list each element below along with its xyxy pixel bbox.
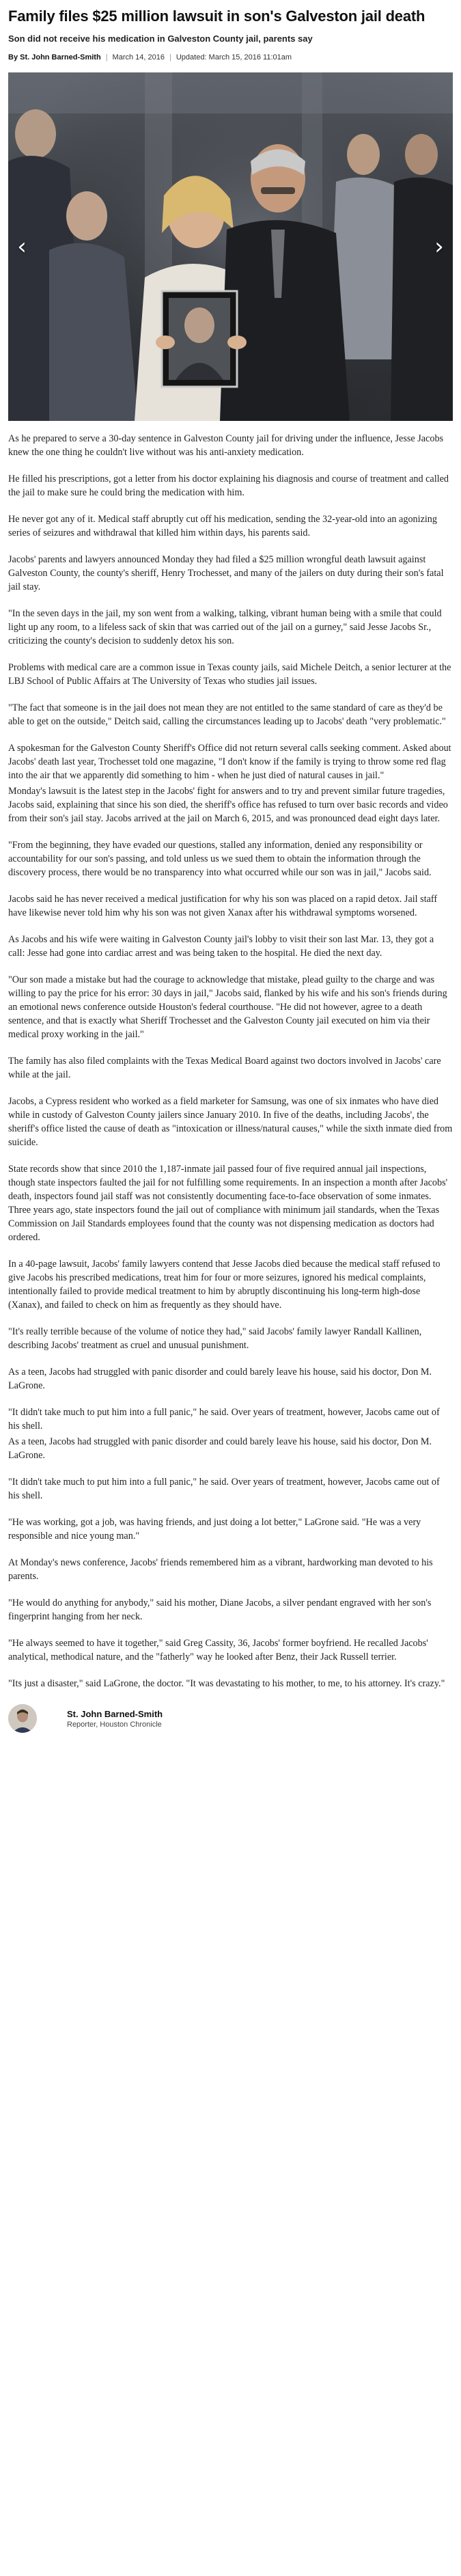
avatar-image [8,1704,37,1733]
paragraph: "He was working, got a job, was having friends, and just doing a lot better," LaGrone said. "He was a very responsible and nice young man." [8,1517,421,1542]
byline-separator: | [169,53,171,61]
gallery-prev-arrow-icon[interactable]: ‹ [17,233,27,260]
byline [8,52,453,63]
gallery-photo [8,72,453,421]
headline: Family files $25 million lawsuit in son's Galveston jail death [8,8,425,25]
paragraph: As Jacobs and his wife were waiting in Galveston County jail's lobby to visit their son last Mar. 13, they got a call: Jesse had gone into cardiac arrest and was being taken to the hospital. He died the next day. [8,934,434,959]
paragraph: Jacobs, a Cypress resident who worked as a field marketer for Samsung, was one of six inmates who have died while in custody of Galveston County jailers since January 2010. In five of the deaths, including Jacobs', the sheriff's office listed the cause of death as "intoxication or illness/natural causes," while the sixth inmate died from suicide. [8,1096,453,1148]
paragraph: Problems with medical care are a common issue in Texas county jails, said Michele Deitch, a senior lecturer at the LBJ School of Public Affairs at The University of Texas who studies jail issues. [8,662,451,687]
gallery-next-arrow-icon[interactable]: › [434,233,444,260]
paragraph: He never got any of it. Medical staff abruptly cut off his medication, sending the 32-year-old into an agonizing series of seizures and withdrawal that killed him within days, his parents said. [8,514,437,538]
article-body [8,432,453,1690]
paragraph: As he prepared to serve a 30-day sentence in Galveston County jail for driving under the influence, Jesse Jacobs knew the one thing he couldn't live without was his anti-anxiety medication. [8,433,444,458]
paragraph: "He would do anything for anybody," said his mother, Diane Jacobs, a silver pendant engraved with her son's fingerprint hanging from her neck. [8,1598,432,1622]
paragraph: State records show that since 2010 the 1,187-inmate jail passed four of five required annual jail inspections, though state inspectors faulted the jail for not fulfilling some requirements. In an inspection a month after Jacobs' death, inspectors found jail staff was not consistently documenting face-to-face observation of some inmates. Three years ago, state inspectors found the jail out of compliance with minimum jail standards, when the Texas Commission on Jail Standards employees found that the county was not dispensing medication as doctors had ordered. [8,1164,448,1243]
byline-updated: Updated: March 15, 2016 11:01am [176,53,292,61]
avatar [8,1704,37,1733]
paragraph: A spokesman for the Galveston County Sheriff's Office did not return several calls seeking comment. Asked about Jacobs' death last year, Trochesset told one magazine, "I don't know if the family is trying to throw some red flag into the air that we apparently did something to him - when he just died of natural causes in jail." [8,743,451,781]
author-info [67,1709,163,1729]
paragraph: "In the seven days in the jail, my son went from a walking, talking, vibrant human being with a smile that could light up any room, to a lifeless sack of skin that was carried out of the jail on a gurney," said Jesse Jacobs Sr., criticizing the county's decision to suddenly detox his son. [8,608,442,646]
paragraph: "It didn't take much to put him into a full panic," he said. Over years of treatment, however, Jacobs came out of his shell. [8,1477,440,1501]
paragraph: As a teen, Jacobs had struggled with panic disorder and could barely leave his house, said his doctor, Don M. LaGrone. [8,1367,432,1391]
paragraph: Monday's lawsuit is the latest step in the Jacobs' fight for answers and to try and prevent similar future tragedies, Jacobs said, explaining that since his son died, the sheriff's office has refused to turn over basic records and video from their son's jail stay. Jacobs arrived at the jail on March 6, 2015, and was pronounced dead eight days later. [8,786,448,824]
paragraph: The family has also filed complaints with the Texas Medical Board against two doctors involved in Jacobs' care while at the jail. [8,1056,441,1080]
paragraph: At Monday's news conference, Jacobs' friends remembered him as a vibrant, hardworking man devoted to his parents. [8,1557,433,1582]
paragraph: In a 40-page lawsuit, Jacobs' family lawyers contend that Jesse Jacobs died because the medical staff refused to give Jacobs his prescribed medications, treat him for four or more seizures, ignored his medical complaints, intentionally failed to provide medical treatment to him by abruptly discontinuing his long-term high-dose (Xanax), and failed to check on him as frequently as they should have. [8,1259,441,1311]
paragraph: "Its just a disaster," said LaGrone, the doctor. "It was devastating to his mother, to me, to his attorney. It's crazy." [8,1678,445,1689]
byline-separator: | [105,53,108,61]
paragraph: Jacobs said he has never received a medical justification for why his son was placed on a rapid detox. Jail staff have likewise never told him why his son was not given Xanax after his withdrawal symptoms worsened. [8,894,438,918]
byline-author[interactable]: By St. John Barned-Smith [8,53,101,61]
byline-published: March 14, 2016 [112,53,165,61]
author-card[interactable] [8,1704,453,1733]
paragraph: Jacobs' parents and lawyers announced Monday they had filed a $25 million wrongful death lawsuit against Galveston County, the county's sheriff, Henry Trochesset, and many of the jailers on duty during their son's fatal jail stay. [8,554,444,592]
paragraph: "The fact that someone is in the jail does not mean they are not entitled to the same standard of care as they'd be able to get on the outside," Deitch said, calling the circumstances leading up to Jacobs' death "very problematic." [8,702,446,727]
paragraph: "It's really terrible because of the volume of notice they had," said Jacobs' family lawyer Randall Kallinen, describing Jacobs' treatment as cruel and unusual punishment. [8,1326,422,1351]
paragraph: "He always seemed to have it together," said Greg Cassity, 36, Jacobs' former boyfriend. He recalled Jacobs' analytical, methodical nature, and the "fatherly" way he looked after Benz, their Jack Russell terrier. [8,1638,428,1662]
paragraph: "It didn't take much to put him into a full panic," he said. Over years of treatment, however, Jacobs came out of his shell. [8,1407,440,1431]
paragraph: He filled his prescriptions, got a letter from his doctor explaining his diagnosis and course of treatment and called the jail to make sure he could bring the medication with him. [8,474,449,498]
paragraph: "From the beginning, they have evaded our questions, stalled any information, denied any responsibility or accountability for our son's passing, and told unless us we sued them to obtain the information through the discovery process, there would be no transparency into what occurred while our son was in jail," Jacobs said. [8,840,432,878]
author-name[interactable]: St. John Barned-Smith [67,1708,163,1719]
paragraph: "Our son made a mistake but had the courage to acknowledge that mistake, plead guilty to the charge and was willing to pay the price for his error: 30 days in jail," Jacobs said, flanked by his wife and his son's friends during an emotional news conference outside Houston's federal courthouse. "He did not however, agree to a death sentence, and that is exactly what Sheriff Trochesset and the Galveston County jail executed on him via their medical proxy working in the jail." [8,974,447,1040]
subhead: Son did not receive his medication in Galveston County jail, parents say [8,33,313,44]
photo-gallery[interactable] [8,72,453,421]
author-role: Reporter, Houston Chronicle [67,1720,162,1729]
paragraph: As a teen, Jacobs had struggled with panic disorder and could barely leave his house, said his doctor, Don M. LaGrone. [8,1436,432,1461]
